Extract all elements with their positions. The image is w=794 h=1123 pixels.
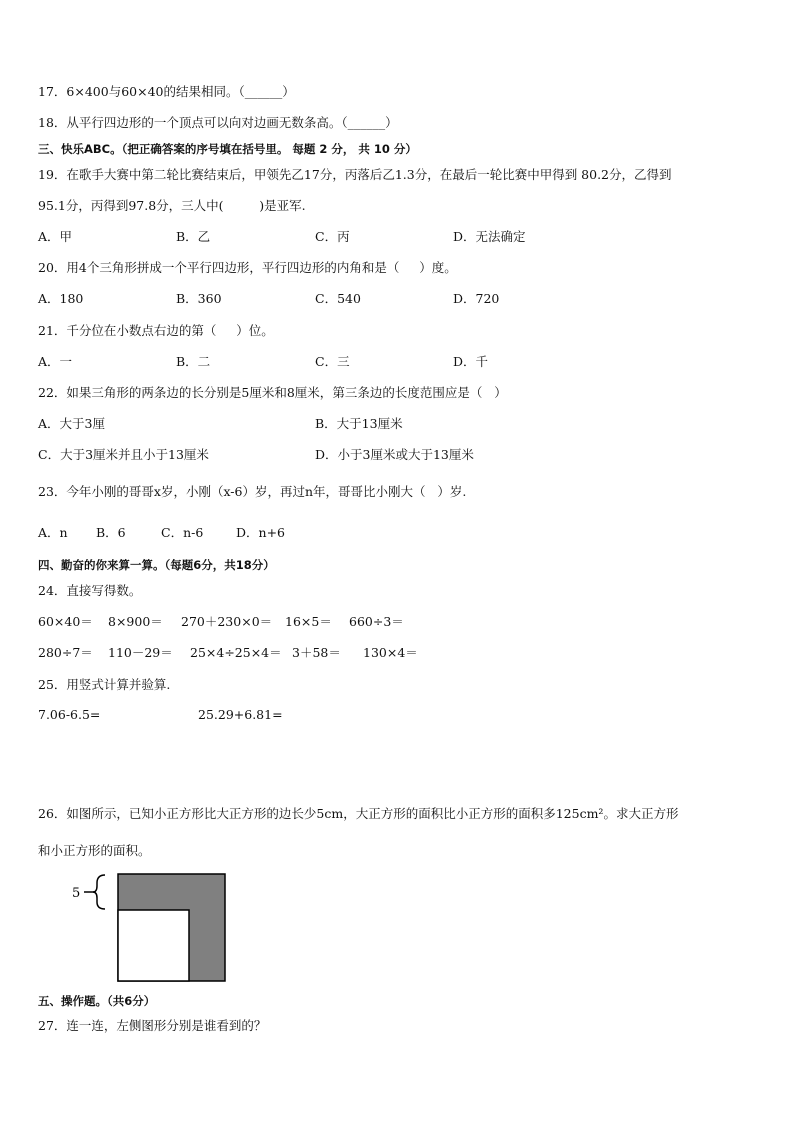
section-3-heading: 三、快乐ABC。（把正确答案的序号填在括号里。 每题 2 分， 共 10 分） bbox=[38, 142, 417, 156]
q20-option-c: C．540 bbox=[315, 291, 361, 306]
q22-option-c: C．大于3厘米并且小于13厘米 bbox=[38, 447, 209, 462]
q24-item: 110－29＝ bbox=[108, 645, 173, 660]
squares-figure bbox=[60, 868, 230, 984]
question-19-line1: 19．在歌手大赛中第二轮比赛结束后，甲领先乙17分，丙落后乙1.3分，在最后一轮比赛中甲得到 80.2分，乙得到 bbox=[38, 167, 672, 182]
q24-item: 16×5＝ bbox=[285, 614, 332, 629]
q23-option-c: C．n-6 bbox=[161, 525, 204, 540]
q20-option-a: A．180 bbox=[38, 291, 84, 306]
q19-option-b: B．乙 bbox=[176, 229, 211, 244]
q23-option-b: B．6 bbox=[96, 525, 126, 540]
q25-item: 7.06-6.5= bbox=[38, 707, 101, 722]
q19-option-a: A．甲 bbox=[38, 229, 73, 244]
q19-option-d: D．无法确定 bbox=[453, 229, 526, 244]
question-22: 22．如果三角形的两条边的长分别是5厘米和8厘米，第三条边的长度范围应是（ ） bbox=[38, 385, 507, 400]
q23-option-a: A．n bbox=[38, 525, 68, 540]
q21-option-d: D．千 bbox=[453, 354, 489, 369]
q24-item: 280÷7＝ bbox=[38, 645, 93, 660]
q24-item: 25×4÷25×4＝ bbox=[190, 645, 282, 660]
q21-option-b: B．二 bbox=[176, 354, 211, 369]
question-27: 27．连一连，左侧图形分别是谁看到的？ bbox=[38, 1018, 267, 1033]
section-5-heading: 五、操作题。（共6分） bbox=[38, 994, 156, 1008]
q24-item: 3＋58＝ bbox=[292, 645, 341, 660]
q22-option-a: A．大于3厘 bbox=[38, 416, 105, 431]
figure-label-5: 5 bbox=[72, 886, 81, 901]
small-square bbox=[118, 910, 189, 981]
q24-item: 270＋230×0＝ bbox=[181, 614, 273, 629]
question-21: 21．千分位在小数点右边的第（ ）位。 bbox=[38, 323, 274, 338]
q24-item: 8×900＝ bbox=[108, 614, 163, 629]
question-23: 23．今年小刚的哥哥x岁，小刚（x-6）岁，再过n年，哥哥比小刚大（ ）岁. bbox=[38, 484, 467, 499]
question-26-line2: 和小正方形的面积。 bbox=[38, 843, 151, 858]
q19-option-c: C．丙 bbox=[315, 229, 350, 244]
q20-option-d: D．720 bbox=[453, 291, 500, 306]
question-25: 25．用竖式计算并验算. bbox=[38, 677, 171, 692]
q22-option-d: D．小于3厘米或大于13厘米 bbox=[315, 447, 474, 462]
q24-item: 660÷3＝ bbox=[349, 614, 404, 629]
q24-item: 130×4＝ bbox=[363, 645, 418, 660]
question-18: 18．从平行四边形的一个顶点可以向对边画无数条高。（______） bbox=[38, 115, 398, 130]
question-24: 24．直接写得数。 bbox=[38, 583, 142, 598]
question-20: 20．用4个三角形拼成一个平行四边形，平行四边形的内角和是（ ）度。 bbox=[38, 260, 457, 275]
question-19-line2: 95.1分，丙得到97.8分，三人中( )是亚军. bbox=[38, 198, 306, 213]
q21-option-c: C．三 bbox=[315, 354, 350, 369]
brace-icon bbox=[93, 875, 105, 909]
section-4-heading: 四、勤奋的你来算一算。（每题6分，共18分） bbox=[38, 558, 275, 572]
q24-item: 60×40＝ bbox=[38, 614, 93, 629]
question-17: 17．6×400与60×40的结果相同。（______） bbox=[38, 84, 295, 99]
q25-item: 25.29+6.81= bbox=[198, 707, 283, 722]
q20-option-b: B．360 bbox=[176, 291, 222, 306]
question-26-line1: 26．如图所示，已知小正方形比大正方形的边长少5cm，大正方形的面积比小正方形的面积多125cm²。求大正方形 bbox=[38, 806, 679, 821]
q22-option-b: B．大于13厘米 bbox=[315, 416, 403, 431]
q21-option-a: A．一 bbox=[38, 354, 73, 369]
q23-option-d: D．n+6 bbox=[236, 525, 285, 540]
